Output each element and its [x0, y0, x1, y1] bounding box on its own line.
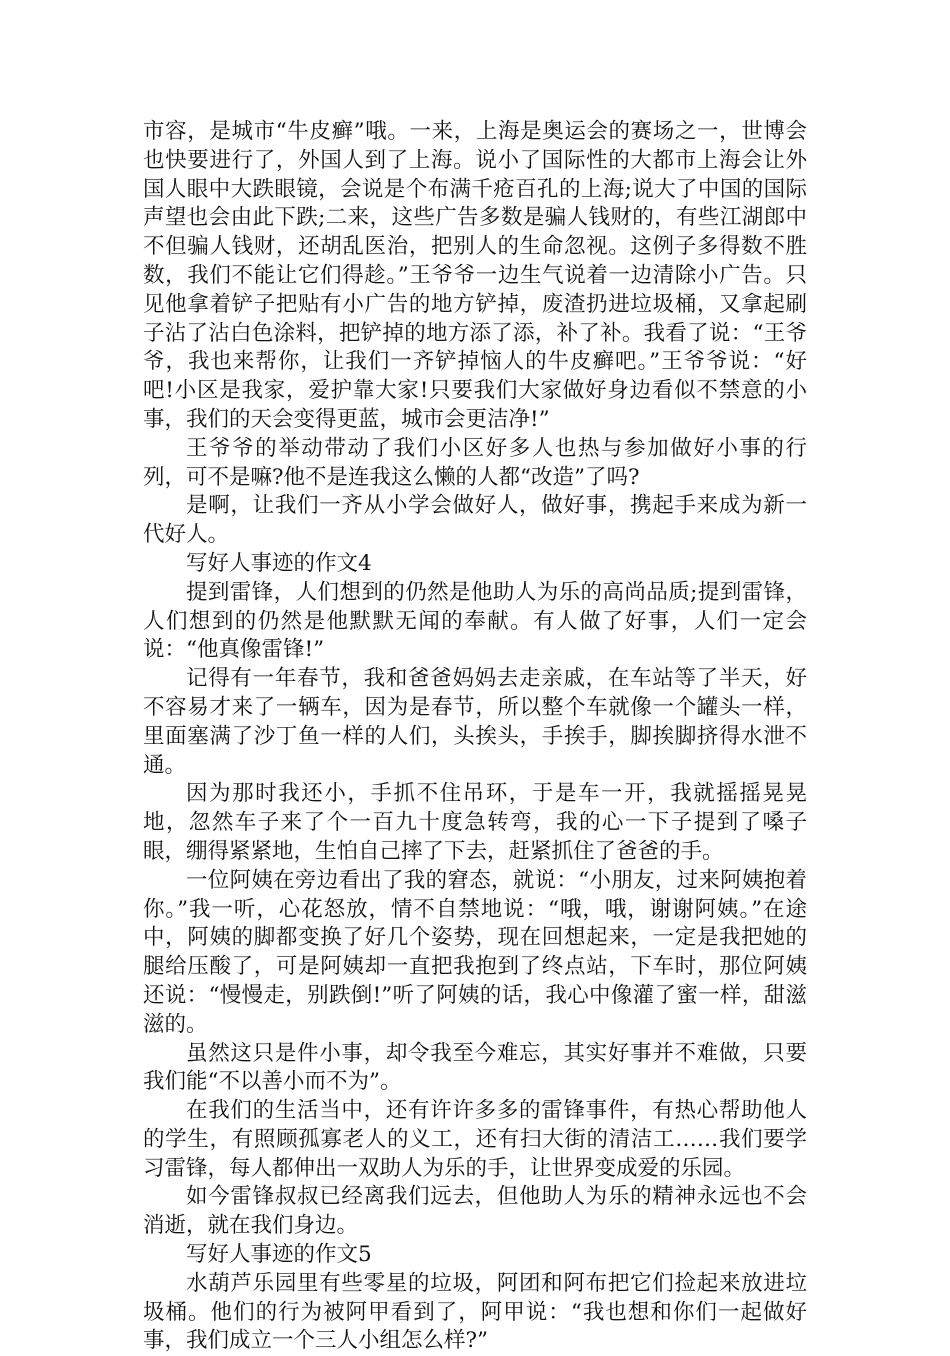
section-heading: 写好人事迹的作文5 — [186, 1242, 372, 1268]
paragraph: 记得有一年春节，我和爸爸妈妈去走亲戚，在车站等了半天，好不容易才来了一辆车，因为是春节，所以整个车就像一个罐头一样，里面塞满了沙丁鱼一样的人们，头挨头，手挨手，脚挨脚挤得水泄不通。 — [143, 666, 807, 778]
paragraph: 水葫芦乐园里有些零星的垃圾，阿团和阿布把它们捡起来放进垃圾桶。他们的行为被阿甲看到了，阿甲说：“我也想和你们一起做好事，我们成立一个三人小组怎么样?” — [143, 1270, 807, 1354]
paragraph: 一位阿姨在旁边看出了我的窘态，就说：“小朋友，过来阿姨抱着你。”我一听，心花怒放，情不自禁地说：“哦，哦，谢谢阿姨。”在途中，阿姨的脚都变换了好几个姿势，现在回想起来，一定是我把她的腿给压酸了，可是阿姨却一直把我抱到了终点站，下车时，那位阿姨还说：“慢慢走，别跌倒!”听了阿姨的话，我心中像灌了蜜一样，甜滋滋的。 — [143, 867, 807, 1037]
section-heading: 写好人事迹的作文4 — [186, 550, 372, 576]
paragraph: 在我们的生活当中，还有许许多多的雷锋事件，有热心帮助他人的学生，有照顾孤寡老人的义工，还有扫大街的清洁工……我们要学习雷锋，每人都伸出一双助人为乐的手，让世界变成爱的乐园。 — [143, 1098, 807, 1181]
paragraph: 因为那时我还小，手抓不住吊环，于是车一开，我就摇摇晃晃地，忽然车子来了个一百九十度急转弯，我的心一下子提到了嗓子眼，绷得紧紧地，生怕自己摔了下去，赶紧抓住了爸爸的手。 — [143, 781, 807, 864]
paragraph: 市容，是城市“牛皮癣”哦。一来，上海是奥运会的赛场之一，世博会也快要进行了，外国人到了上海。说小了国际性的大都市上海会让外国人眼中大跌眼镜，会说是个布满千疮百孔的上海;说大了中国的国际声望也会由此下跌;二来，这些广告多数是骗人钱财的，有些江湖郎中不但骗人钱财，还胡乱医治，把别人的生命忽视。这例子多得数不胜数，我们不能让它们得趁。”王爷爷一边生气说着一边清除小广告。只见他拿着铲子把贴有小广告的地方铲掉，废渣扔进垃圾桶，又拿起刷子沾了沾白色涂料，把铲掉的地方添了添，补了补。我看了说：“王爷爷，我也来帮你，让我们一齐铲掉恼人的牛皮癣吧。”王爷爷说：“好吧!小区是我家，爱护靠大家!只要我们大家做好身边看似不禁意的小事，我们的天会变得更蓝，城市会更洁净!” — [143, 119, 807, 432]
document-body — [143, 118, 807, 1356]
paragraph: 虽然这只是件小事，却令我至今难忘，其实好事并不难做，只要我们能“不以善小而不为”。 — [143, 1040, 807, 1095]
paragraph: 如今雷锋叔叔已经离我们远去，但他助人为乐的精神永远也不会消逝，就在我们身边。 — [143, 1184, 807, 1239]
paragraph: 是啊，让我们一齐从小学会做好人，做好事，携起手来成为新一代好人。 — [143, 493, 807, 548]
paragraph: 提到雷锋，人们想到的仍然是他助人为乐的高尚品质;提到雷锋，人们想到的仍然是他默默无闻的奉献。有人做了好事，人们一定会说：“他真像雷锋!” — [143, 579, 807, 663]
paragraph: 王爷爷的举动带动了我们小区好多人也热与参加做好小事的行列，可不是嘛?他不是连我这么懒的人都“改造”了吗? — [143, 435, 807, 490]
